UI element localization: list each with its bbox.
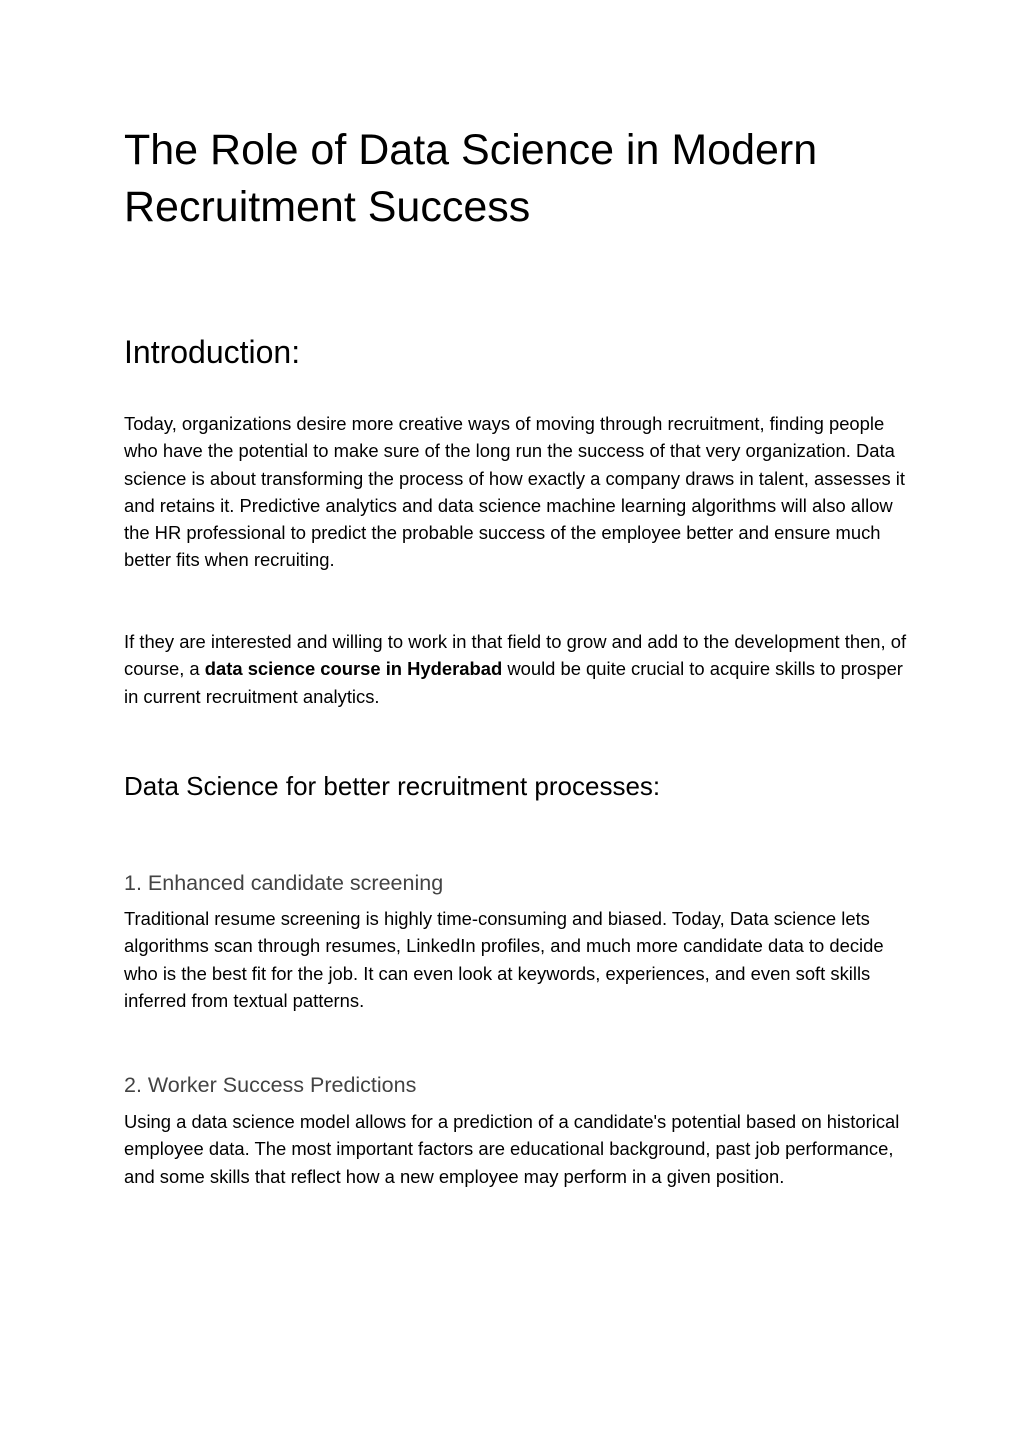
paragraph-2-text-after: would be quite crucial to acquire skills to prosper in current recruitment analytics. <box>124 658 903 707</box>
introduction-heading: Introduction: <box>124 334 301 370</box>
subsection-body-predictions: Using a data science model allows for a prediction of a candidate's potential based on historical employee data. The most important factors are educational background, past job performance, and some skills that reflect how a new employee may perform in a given position. <box>124 1111 900 1187</box>
subsection-heading-screening: 1. Enhanced candidate screening <box>124 871 444 895</box>
subsection-body-screening: Traditional resume screening is highly time-consuming and biased. Today, Data science lets algorithms scan through resumes, LinkedIn profiles, and much more candidate data to decide who is the best fit for the job. It can even look at keywords, experiences, and even soft skills inferred from textual patterns. <box>124 908 884 1011</box>
paragraph-2-text-before: If they are interested and willing to work in that field to grow and add to the development then, of course, a <box>124 631 907 680</box>
subsection-heading-predictions: 2. Worker Success Predictions <box>124 1073 417 1097</box>
document-title: The Role of Data Science in Modern Recruitment Success <box>124 126 818 231</box>
introduction-paragraph-1: Today, organizations desire more creative ways of moving through recruitment, finding people who have the potential to make sure of the long run the success of that very organization. Data science is about transforming the process of how exactly a company draws in talent, assesses it and retains it. Predictive analytics and data science machine learning algorithms will also allow the HR professional to predict the probable success of the employee better and ensure much better fits when recruiting. <box>124 413 905 571</box>
introduction-paragraph-2 <box>124 628 914 710</box>
section-heading: Data Science for better recruitment processes: <box>124 771 661 801</box>
course-emphasis: data science course in Hyderabad <box>204 658 503 680</box>
